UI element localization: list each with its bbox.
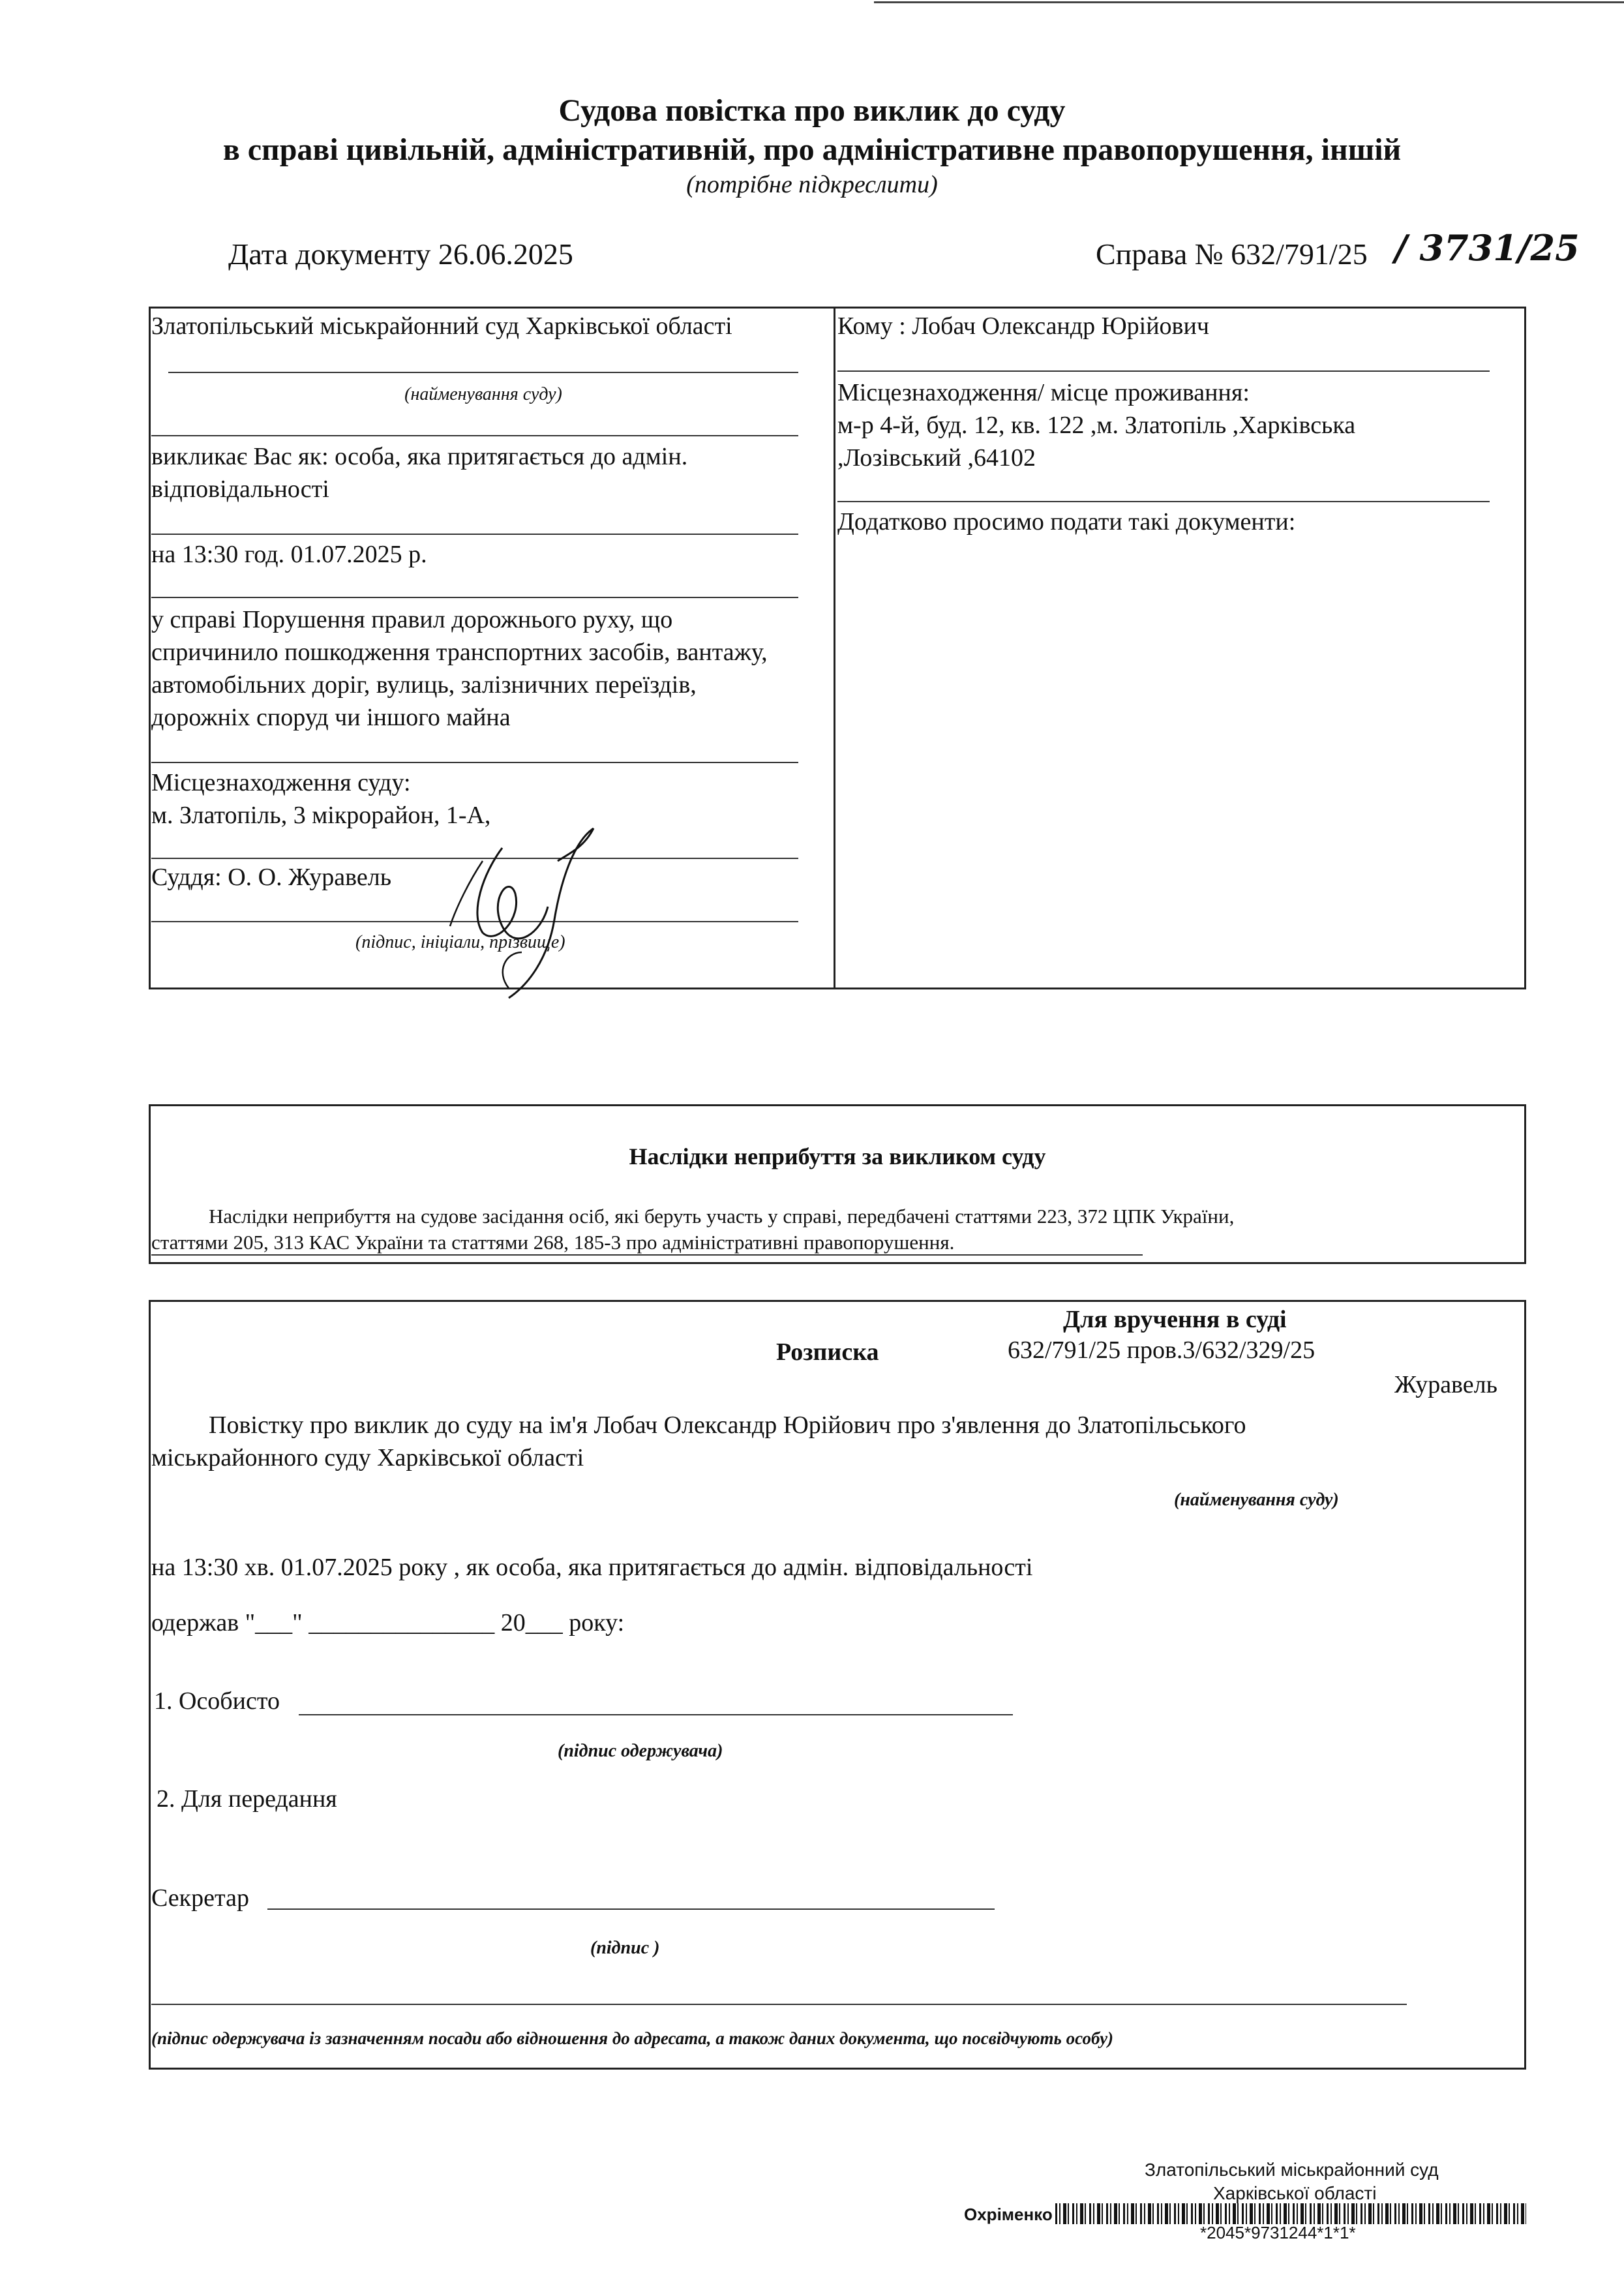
for-court-delivery: Для вручення в суді [1063, 1306, 1287, 1333]
case-description-line4: дорожніх споруд чи іншого майна [151, 704, 511, 731]
court-location: м. Златопіль, 3 мікрорайон, 1-А, [151, 802, 491, 829]
personal-delivery-label: 1. Особисто [154, 1687, 280, 1715]
recipient-name: Кому : Лобач Олександр Юрійович [837, 312, 1209, 340]
residence-line1: м-р 4-й, буд. 12, кв. 122 ,м. Златопіль ,Харківська [837, 412, 1356, 439]
receipt-court-caption: (найменування суду) [1174, 1490, 1339, 1510]
barcode [1055, 2203, 1526, 2224]
document-date: Дата документу 26.06.2025 [228, 237, 573, 271]
scan-edge-line [874, 1, 1624, 3]
case-description-line3: автомобільних доріг, вулиць, залізничних переїздів, [151, 671, 697, 699]
stamp-court-line1: Златопільський міськрайонний суд [1145, 2160, 1439, 2180]
barcode-text: *2045*9731244*1*1* [1200, 2223, 1356, 2242]
recipient-signature-caption: (підпис одержувача) [558, 1741, 723, 1761]
right-rule-1 [837, 370, 1490, 372]
left-rule-2 [151, 534, 798, 535]
secretary-signature-caption: (підпис ) [590, 1938, 660, 1958]
receipt-footer-caption: (підпис одержувача із зазначенням посади або відношення до адресата, а також даних документа, що посвідчують особу) [151, 2028, 1114, 2048]
left-rule-3 [151, 597, 798, 598]
summons-as-line2: відповідальності [151, 475, 329, 503]
receipt-title: Розписка [776, 1338, 879, 1366]
court-location-label: Місцезнаходження суду: [151, 769, 411, 796]
receipt-case-ref: 632/791/25 пров.3/632/329/25 [1008, 1336, 1316, 1364]
judge-signature [444, 822, 613, 1004]
column-divider [834, 307, 835, 989]
document-title-line1: Судова повістка про виклик до суду [558, 93, 1066, 128]
received-date-line: одержав "___" _______________ 20___ року: [151, 1609, 625, 1636]
receipt-body-line1: Повістку про виклик до суду на ім'я Лобач Олександр Юрійович про з'явлення до Златопільського [209, 1411, 1246, 1439]
receipt-body-line2: міськрайонного суду Харківської області [151, 1444, 584, 1471]
personal-signature-line [299, 1714, 1013, 1715]
receipt-judge: Журавель [1394, 1371, 1497, 1398]
for-transfer-label: 2. Для передання [157, 1785, 337, 1813]
residence-line2: ,Лозівський ,64102 [837, 444, 1036, 472]
court-name-rule [168, 372, 798, 373]
receipt-time-line: на 13:30 хв. 01.07.2025 року , як особа, яка притягається до адмін. відповідальності [151, 1554, 1033, 1581]
judge-name: Суддя: О. О. Журавель [151, 864, 392, 891]
consequences-line1: Наслідки неприбуття на судове засідання осіб, які беруть участь у справі, передбачені статтями 223, 372 ЦПК України, [209, 1205, 1235, 1228]
left-rule-1 [151, 435, 798, 436]
consequences-line2: статтями 205, 313 КАС України та статтями 268, 185-3 про адміністративні правопорушення. [151, 1231, 955, 1254]
case-number: Справа № 632/791/25 [1096, 237, 1368, 271]
documents-label: Додатково просимо подати такі документи: [837, 508, 1296, 535]
secretary-signature-line [267, 1908, 995, 1910]
case-description-line1: у справі Порушення правил дорожнього руху, що [151, 606, 673, 633]
case-description-line2: спричинило пошкодження транспортних засобів, вантажу, [151, 639, 768, 666]
signature-caption: (підпис, ініціали, прізвище) [355, 932, 565, 952]
stamp-court-line2: Харківської області [1213, 2183, 1377, 2203]
case-number-handwritten: / 3731/25 [1394, 227, 1580, 269]
court-name-caption: (найменування суду) [404, 384, 562, 404]
document-title-note: (потрібне підкреслити) [686, 171, 938, 198]
court-name: Златопільський міськрайонний суд Харківської області [151, 312, 732, 340]
left-rule-4 [151, 762, 798, 763]
stamp-clerk: Охріменко [964, 2205, 1053, 2224]
receipt-footer-rule [151, 2004, 1407, 2005]
hearing-time: на 13:30 год. 01.07.2025 р. [151, 541, 427, 568]
residence-label: Місцезнаходження/ місце проживання: [837, 379, 1250, 406]
consequences-underline [151, 1254, 1143, 1256]
summons-as-line1: викликає Вас як: особа, яка притягається до адмін. [151, 443, 688, 470]
document-title-line2: в справі цивільній, адміністративній, про адміністративне правопорушення, іншій [222, 132, 1402, 167]
secretary-label: Секретар [151, 1884, 249, 1912]
right-rule-2 [837, 501, 1490, 502]
consequences-title: Наслідки неприбуття за викликом суду [629, 1143, 1046, 1169]
